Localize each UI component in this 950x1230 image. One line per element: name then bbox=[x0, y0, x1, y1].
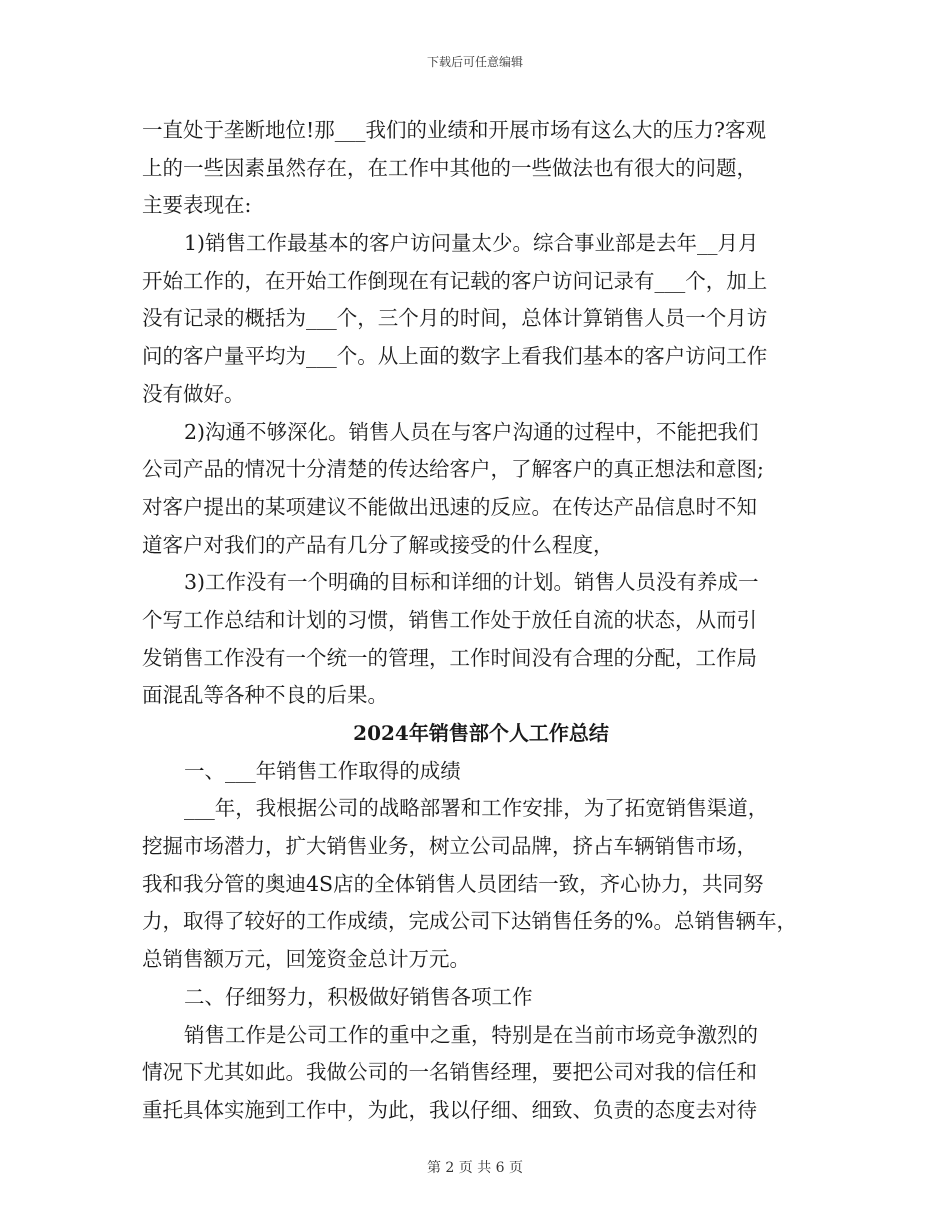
document-body bbox=[142, 112, 820, 1130]
text-line: 重托具体实施到工作中，为此，我以仔细、细致、负责的态度去对待 bbox=[142, 1097, 757, 1122]
text-line: 上的一些因素虽然存在，在工作中其他的一些做法也有很大的问题， bbox=[142, 155, 757, 180]
text-line: 没有记录的概括为___个，三个月的时间，总体计算销售人员一个月访 bbox=[142, 306, 768, 331]
text-line: 2)沟通不够深化。销售人员在与客户沟通的过程中，不能把我们 bbox=[184, 419, 759, 444]
text-line: 公司产品的情况十分清楚的传达给客户，了解客户的真正想法和意图; bbox=[142, 457, 764, 482]
text-line: 力，取得了较好的工作成绩，完成公司下达销售任务的%。总销售辆车， bbox=[142, 909, 797, 934]
text-line: 销售工作是公司工作的重中之重，特别是在当前市场竞争激烈的 bbox=[184, 1022, 758, 1047]
text-line: 总销售额万元，回笼资金总计万元。 bbox=[142, 947, 470, 972]
text-line: 个写工作总结和计划的习惯，销售工作处于放任自流的状态，从而引 bbox=[142, 607, 757, 632]
text-line: 我和我分管的奥迪4S店的全体销售人员团结一致，齐心协力，共同努 bbox=[142, 871, 764, 896]
page-number: 第 2 页 共 6 页 bbox=[426, 1160, 524, 1176]
text-line: 问的客户量平均为___个。从上面的数字上看我们基本的客户访问工作 bbox=[142, 344, 768, 369]
text-line: 主要表现在: bbox=[142, 193, 252, 218]
section-title: 2024年销售部个人工作总结 bbox=[353, 721, 609, 745]
text-line: 发销售工作没有一个统一的管理，工作时间没有合理的分配，工作局 bbox=[142, 645, 757, 670]
text-line: 3)工作没有一个明确的目标和详细的计划。销售人员没有养成一 bbox=[184, 570, 759, 595]
text-line: 挖掘市场潜力，扩大销售业务，树立公司品牌，挤占车辆销售市场， bbox=[142, 834, 757, 859]
text-line: 面混乱等各种不良的后果。 bbox=[142, 683, 388, 708]
text-line: 1)销售工作最基本的客户访问量太少。综合事业部是去年__月月 bbox=[184, 231, 759, 256]
text-line: 对客户提出的某项建议不能做出迅速的反应。在传达产品信息时不知 bbox=[142, 494, 757, 519]
text-line: 一直处于垄断地位!那___我们的业绩和开展市场有这么大的压力?客观 bbox=[142, 118, 766, 142]
text-line: 道客户对我们的产品有几分了解或接受的什么程度， bbox=[142, 532, 614, 557]
text-line: ___年，我根据公司的战略部署和工作安排，为了拓宽销售渠道， bbox=[184, 796, 769, 821]
text-line: 没有做好。 bbox=[142, 381, 245, 406]
section-heading: 一、___年销售工作取得的成绩 bbox=[184, 758, 461, 783]
text-line: 情况下尤其如此。我做公司的一名销售经理，要把公司对我的信任和 bbox=[142, 1060, 757, 1085]
section-heading: 二、仔细努力，积极做好销售各项工作 bbox=[184, 984, 533, 1009]
text-line: 开始工作的，在开始工作倒现在有记载的客户访问记录有___个，加上 bbox=[142, 268, 768, 293]
page-header: 下载后可任意编辑 bbox=[426, 55, 523, 69]
